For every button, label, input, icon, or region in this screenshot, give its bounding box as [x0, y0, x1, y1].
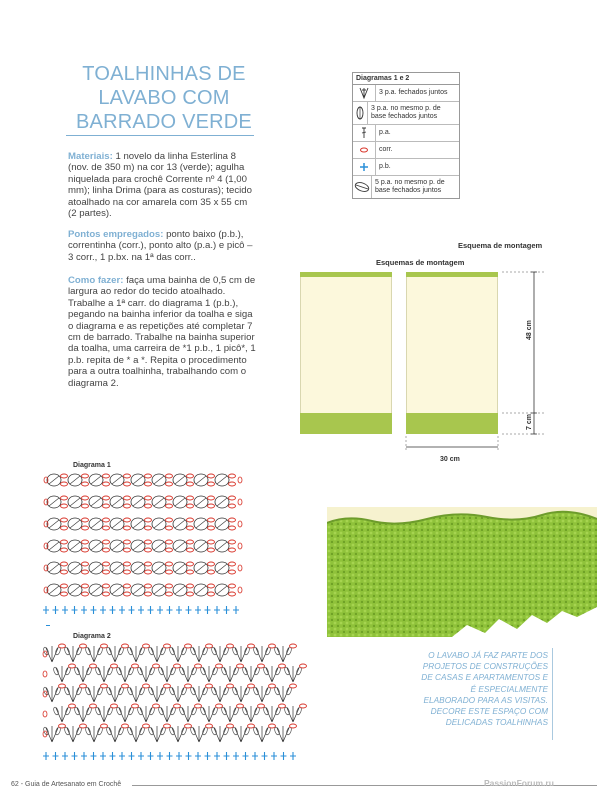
stitches-label: Pontos empregados: [68, 229, 164, 240]
materials-paragraph [68, 151, 258, 219]
five-dc-same-base-icon [353, 180, 371, 194]
diagram-1-title: Diagrama 1 [73, 462, 111, 469]
stitch-legend [352, 72, 460, 199]
legend-text: corr. [379, 146, 393, 153]
page-footer: 62 - Guia de Artesanato em Crochê [11, 781, 122, 788]
caption-rule [552, 648, 553, 740]
chain-icon [357, 143, 371, 157]
diagram-divider [46, 625, 50, 626]
crochet-border-photo [327, 507, 597, 637]
diagram-1-stitches [43, 474, 242, 614]
legend-text: 5 p.a. no mesmo p. de base fechados juntos [375, 179, 445, 194]
height-label: 48 cm [526, 320, 533, 340]
howto-text: faça uma bainha de 0,5 cm de largura ao redor do tecido atoalhado. Trabalhe a 1ª carr. do diagrama 1 (p.b.), pegando na bainha inferior da toalha e siga o diagrama e as repetições até completar 7 cm de barrado. Trabalhe na bainha superior da toalha, uma carreira de *1 p.b., 1 picô*, 1 p.b. repita de * a *. Repita o procedimento para a outra toalhinha, trabalhando com o diagrama 2. [68, 275, 256, 389]
legend-row [353, 159, 459, 176]
width-dimension-line [404, 436, 504, 456]
materials-label: Materiais: [68, 151, 113, 162]
towel-left-bottom-band [300, 413, 392, 434]
title-underline [66, 135, 254, 136]
schematic-title-front: Esquemas de montagem [376, 258, 465, 267]
stitches-paragraph [68, 229, 258, 263]
title-line-3: BARRADO VERDE [76, 111, 252, 133]
legend-text: 3 p.a. no mesmo p. de base fechados juntos [371, 105, 441, 120]
title-line-1: TOALHINHAS DE [82, 63, 246, 85]
towel-right-bottom-band [406, 413, 498, 434]
three-dc-same-base-icon [353, 105, 367, 121]
legend-text: p.a. [379, 129, 391, 136]
howto-paragraph [68, 275, 258, 389]
schematic-title-back: Esquema de montagem [458, 241, 543, 250]
watermark: PassionForum.ru [484, 778, 554, 788]
band-label: 7 cm [526, 414, 533, 430]
legend-text: 3 p.a. fechados juntos [379, 89, 448, 96]
stitches-text: ponto baixo (p.b.), correntinha (corr.), ponto alto (p.a.) e picô – 3 corr., 1 p.bx. na 1ª das corr.. [68, 229, 253, 263]
towel-left [300, 272, 392, 434]
photo-caption: O LAVABO JÁ FAZ PARTE DOS PROJETOS DE CONSTRUÇÕES DE CASAS E APARTAMENTOS E É ESPECIALMENTE ELABORADO PARA AS VISITAS. DECORE ESTE ESPAÇO COM DELICADAS TOALHINHAS [421, 650, 548, 728]
legend-row [353, 102, 459, 125]
title-line-2: LAVABO COM [98, 87, 230, 109]
sc-icon [357, 160, 371, 174]
materials-text: 1 novelo da linha Esterlina 8 (nov. de 350 m) na cor 13 (verde); agulha niquelada para crochê Corrente nº 4 (1,00 mm); linha Drima (para as costuras); tecido atoalhado na cor amarela com 35 x 55 cm (2 partes). [68, 151, 252, 220]
diagram-2-chart [40, 640, 310, 768]
legend-row [353, 85, 459, 102]
legend-row [353, 176, 459, 198]
three-dc-closed-icon [357, 86, 371, 100]
width-label: 30 cm [440, 456, 460, 463]
legend-text: p.b. [379, 163, 391, 170]
towel-left-top-border [300, 272, 392, 277]
towel-right [406, 272, 498, 434]
page-title [66, 62, 262, 134]
towel-right-top-border [406, 272, 498, 277]
howto-label: Como fazer: [68, 275, 124, 286]
diagram-2-stitches [43, 644, 307, 760]
dimension-lines [496, 268, 556, 468]
legend-row [353, 125, 459, 142]
diagram-2-title: Diagrama 2 [73, 633, 111, 640]
legend-header: Diagramas 1 e 2 [353, 73, 459, 85]
diagram-1-chart [40, 470, 250, 620]
legend-row [353, 142, 459, 159]
dc-icon [357, 126, 371, 140]
